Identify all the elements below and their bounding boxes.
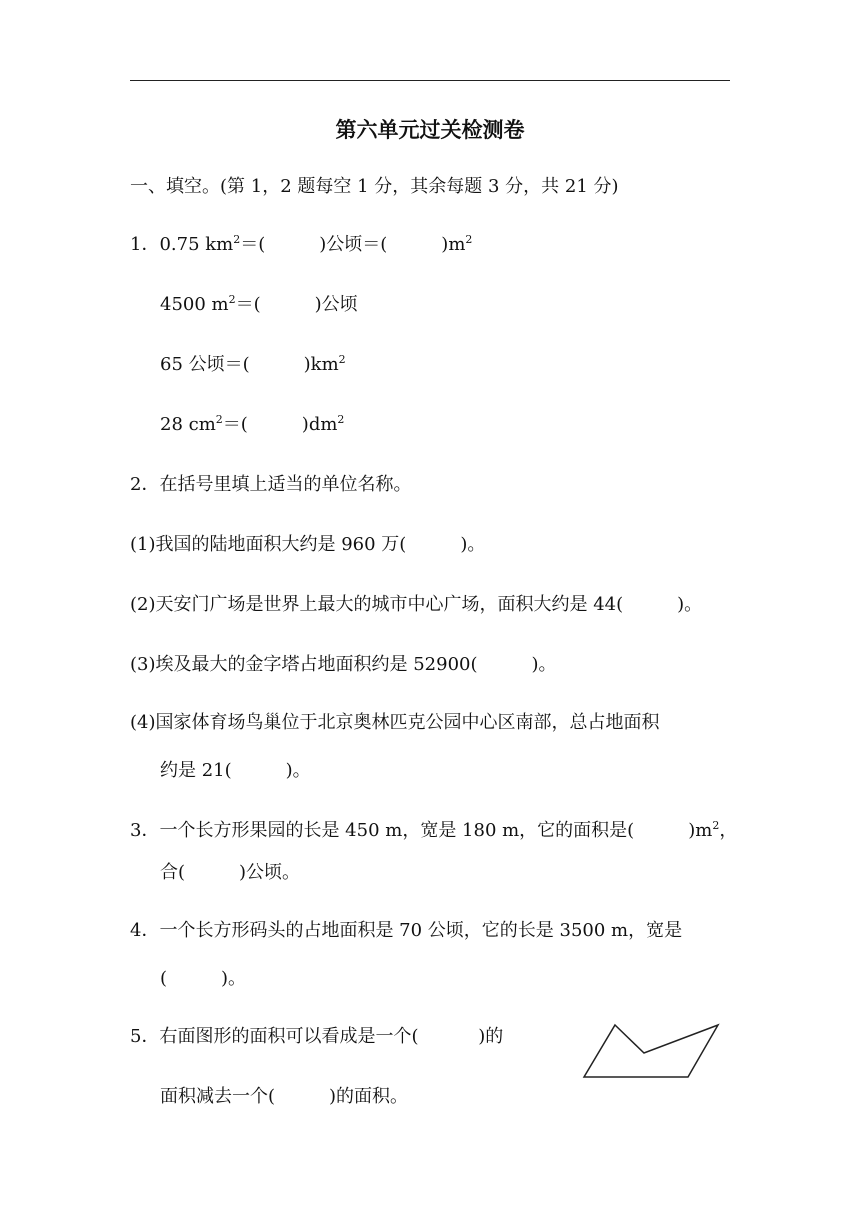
q1-line2 <box>160 291 358 319</box>
superscript: 2 <box>215 413 223 426</box>
superscript: 2 <box>465 233 473 246</box>
q4-line2: ( )。 <box>160 968 247 989</box>
q4-line1: 4．一个长方形码头的占地面积是 70 公顷，它的长是 3500 m，宽是 <box>130 920 683 941</box>
q1-line1-a: 1．0.75 km <box>130 234 234 255</box>
q2-part1: (1)我国的陆地面积大约是 960 万( )。 <box>130 534 486 555</box>
q1-line4 <box>160 411 344 439</box>
q2-part4-line1: (4)国家体育场鸟巢位于北京奥林匹克公园中心区南部，总占地面积 <box>130 712 660 733</box>
q1-line1-b: ＝( )公顷＝( )m <box>240 234 466 255</box>
superscript: 2 <box>338 353 346 366</box>
q2-part3: (3)埃及最大的金字塔占地面积约是 52900( )。 <box>130 654 557 675</box>
q1-line4-a: 28 cm <box>160 414 216 435</box>
q2-part2: (2)天安门广场是世界上最大的城市中心广场，面积大约是 44( )。 <box>130 594 703 615</box>
q1-line3 <box>160 351 346 379</box>
header-rule <box>130 80 730 81</box>
q3-line1-a: 3．一个长方形果园的长是 450 m，宽是 180 m，它的面积是( )m <box>130 820 713 841</box>
q1-line4-b: ＝( )dm <box>222 414 338 435</box>
q1-line2-a: 4500 m <box>160 294 229 315</box>
q1-line1 <box>130 231 472 259</box>
page-title: 第六单元过关检测卷 <box>335 118 525 142</box>
superscript: 2 <box>712 819 720 832</box>
q1-line3-a: 65 公顷＝( )km <box>160 354 339 375</box>
section-heading: 一、填空。(第 1，2 题每空 1 分，其余每题 3 分，共 21 分) <box>130 176 619 197</box>
q3-line2: 合( )公顷。 <box>160 862 301 883</box>
q3-line1 <box>130 817 737 845</box>
superscript: 2 <box>228 293 236 306</box>
q3-line1-b: ， <box>719 820 738 841</box>
q2-part4-line2: 约是 21( )。 <box>160 760 311 781</box>
q5-line2: 面积减去一个( )的面积。 <box>160 1086 409 1107</box>
q5-line1: 5．右面图形的面积可以看成是一个( )的 <box>130 1026 504 1047</box>
q2-stem: 2．在括号里填上适当的单位名称。 <box>130 474 412 495</box>
superscript: 2 <box>233 233 241 246</box>
superscript: 2 <box>337 413 345 426</box>
concave-quadrilateral-figure <box>580 1022 725 1082</box>
q1-line2-b: ＝( )公顷 <box>235 294 358 315</box>
